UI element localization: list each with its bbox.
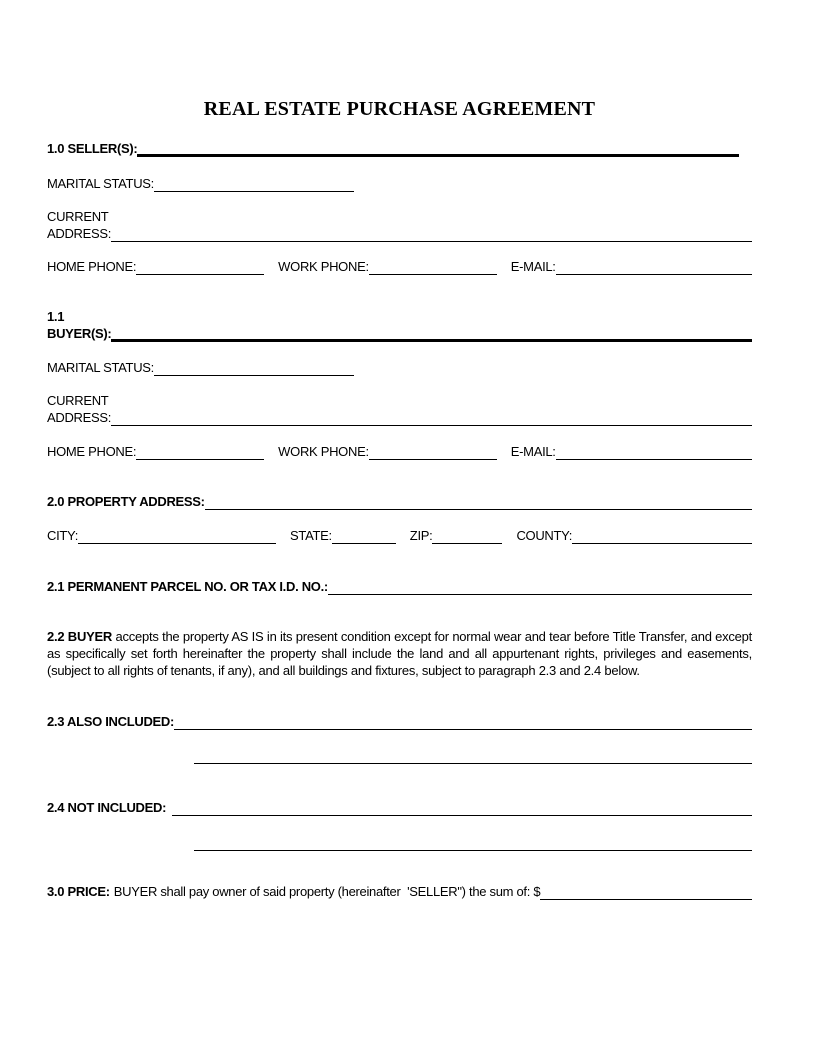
buyer-section-number: 1.1	[47, 309, 65, 324]
buyer-heading: BUYER(S):	[47, 326, 112, 341]
not-included-blank-1[interactable]	[172, 799, 752, 816]
seller-names-blank[interactable]	[137, 140, 739, 157]
parcel-heading: 2.1 PERMANENT PARCEL NO. OR TAX I.D. NO.:	[47, 579, 328, 594]
seller-work-phone-blank[interactable]	[369, 258, 497, 275]
seller-work-phone-label: WORK PHONE:	[278, 259, 369, 274]
as-is-clause-heading: 2.2 BUYER	[47, 629, 113, 644]
seller-heading: 1.0 SELLER(S):	[47, 141, 138, 156]
buyer-work-phone-label: WORK PHONE:	[278, 444, 369, 459]
property-address-heading: 2.0 PROPERTY ADDRESS:	[47, 494, 205, 509]
not-included-heading: 2.4 NOT INCLUDED:	[47, 800, 167, 815]
seller-current-label: CURRENT	[47, 209, 109, 224]
price-row	[47, 883, 752, 900]
document-title: REAL ESTATE PURCHASE AGREEMENT	[203, 98, 596, 120]
seller-marital-status-blank[interactable]	[154, 175, 354, 192]
seller-address-label: ADDRESS:	[47, 226, 112, 241]
seller-email-label: E-MAIL:	[510, 259, 556, 274]
also-included-blank-1[interactable]	[174, 713, 752, 730]
county-blank[interactable]	[572, 527, 752, 544]
buyer-current-label: CURRENT	[47, 393, 109, 408]
seller-address-block	[47, 208, 752, 242]
county-label: COUNTY:	[516, 528, 573, 543]
buyer-heading-row	[47, 325, 752, 342]
buyer-marital-label: MARITAL STATUS:	[47, 360, 154, 375]
buyer-address-row	[47, 409, 752, 426]
price-text: BUYER shall pay owner of said property (hereinafter 'SELLER") the sum of: $	[113, 884, 541, 899]
buyer-marital-status-blank[interactable]	[154, 359, 354, 376]
buyer-address-label: ADDRESS:	[47, 410, 112, 425]
buyer-phones-row	[47, 443, 752, 460]
state-blank[interactable]	[332, 527, 396, 544]
buyer-address-block	[47, 392, 752, 426]
zip-blank[interactable]	[432, 527, 502, 544]
price-amount-blank[interactable]	[540, 883, 752, 900]
also-included-blank-2[interactable]	[194, 763, 752, 764]
buyer-address-blank[interactable]	[111, 409, 752, 426]
seller-address-blank[interactable]	[111, 225, 752, 242]
not-included-blank-2[interactable]	[194, 850, 752, 851]
seller-heading-row	[47, 140, 752, 157]
buyer-work-phone-blank[interactable]	[369, 443, 497, 460]
also-included-row	[47, 713, 752, 730]
buyer-current-row	[47, 392, 752, 409]
seller-email-blank[interactable]	[556, 258, 752, 275]
state-label: STATE:	[290, 528, 332, 543]
seller-current-row	[47, 208, 752, 225]
seller-marital-label: MARITAL STATUS:	[47, 176, 154, 191]
parcel-number-blank[interactable]	[328, 578, 752, 595]
property-address-blank[interactable]	[205, 493, 752, 510]
seller-home-phone-blank[interactable]	[136, 258, 264, 275]
property-city-row	[47, 527, 752, 544]
seller-phones-row	[47, 258, 752, 275]
buyer-names-blank[interactable]	[111, 325, 752, 342]
city-label: CITY:	[47, 528, 79, 543]
buyer-email-blank[interactable]	[556, 443, 752, 460]
as-is-clause-text: accepts the property AS IS in its present condition except for normal wear and tear before Title Transfer, and except as specifically set forth hereinafter the property shall include the land and all appurtenant rights, privileges and easements, (subject to all rights of tenants, if any), and all buildings and fixtures, subject to paragraph 2.3 and 2.4 below.	[47, 629, 752, 678]
seller-marital-row	[47, 175, 752, 192]
buyer-home-phone-label: HOME PHONE:	[47, 444, 137, 459]
as-is-clause	[47, 628, 752, 679]
parcel-row	[47, 578, 752, 595]
also-included-heading: 2.3 ALSO INCLUDED:	[47, 714, 175, 729]
buyer-email-label: E-MAIL:	[510, 444, 556, 459]
zip-label: ZIP:	[409, 528, 433, 543]
buyer-marital-row	[47, 359, 752, 376]
buyer-heading-block	[47, 308, 752, 342]
not-included-row	[47, 799, 752, 816]
seller-address-row	[47, 225, 752, 242]
buyer-home-phone-blank[interactable]	[136, 443, 264, 460]
property-address-row	[47, 493, 752, 510]
city-blank[interactable]	[78, 527, 276, 544]
buyer-number-row	[47, 308, 752, 325]
price-heading: 3.0 PRICE:	[47, 884, 110, 899]
seller-home-phone-label: HOME PHONE:	[47, 259, 137, 274]
